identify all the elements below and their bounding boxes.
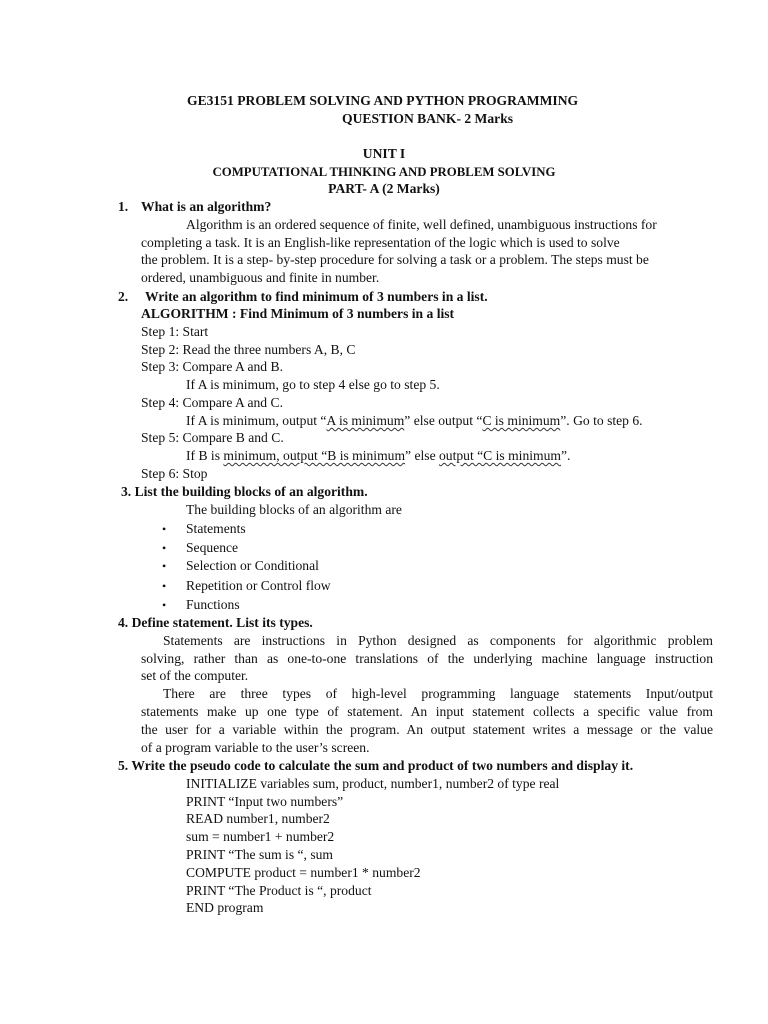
algorithm-substep — [186, 447, 570, 465]
answer-4-line: statements make up one type of statement. An input statement collects a specific value from — [141, 704, 713, 719]
question-number-2: 2. — [118, 289, 129, 304]
answer-3-intro: The building blocks of an algorithm are — [186, 502, 402, 517]
list-item: Sequence — [186, 540, 239, 555]
pseudocode-line: END program — [186, 900, 264, 915]
answer-4-line: set of the computer. — [141, 668, 249, 683]
algorithm-step: Step 5: Compare B and C. — [141, 430, 284, 445]
text-segment: ”. Go to step 6. — [560, 413, 643, 428]
pseudocode-line: sum = number1 + number2 — [186, 829, 335, 844]
algorithm-step: Step 2: Read the three numbers A, B, C — [141, 342, 356, 357]
part-heading: PART- A (2 Marks) — [328, 181, 440, 196]
question-2: Write an algorithm to find minimum of 3 numbers in a list. — [145, 289, 488, 304]
question-4: 4. Define statement. List its types. — [118, 615, 313, 630]
list-item: Repetition or Control flow — [186, 578, 331, 593]
spellcheck-underlined-text: minimum, output “B is minimum — [223, 448, 406, 463]
spellcheck-underlined-text: A is minimum — [326, 413, 405, 428]
pseudocode-line: READ number1, number2 — [186, 811, 330, 826]
unit-title: COMPUTATIONAL THINKING AND PROBLEM SOLVING — [212, 165, 556, 179]
pseudocode-line: PRINT “The Product is “, product — [186, 883, 372, 898]
document-subtitle: QUESTION BANK- 2 Marks — [342, 111, 514, 126]
answer-4-line: the user for a variable within the program. An output statement writes a message or the value — [141, 722, 713, 737]
algorithm-substep — [186, 412, 643, 430]
pseudocode-line: COMPUTE product = number1 * number2 — [186, 865, 421, 880]
spellcheck-underlined-text: C is minimum — [482, 413, 561, 428]
algorithm-step: Step 6: Stop — [141, 466, 208, 481]
text-segment: ” else — [405, 448, 439, 463]
document-title: GE3151 PROBLEM SOLVING AND PYTHON PROGRAMMING — [187, 93, 579, 108]
answer-1-line: Algorithm is an ordered sequence of finite, well defined, unambiguous instructions for — [186, 217, 657, 232]
list-item: Selection or Conditional — [186, 558, 319, 573]
text-segment: If B is — [186, 448, 224, 463]
question-1: What is an algorithm? — [141, 199, 272, 214]
pseudocode-line: PRINT “The sum is “, sum — [186, 847, 334, 862]
algorithm-heading: ALGORITHM : Find Minimum of 3 numbers in a list — [141, 306, 455, 321]
algorithm-step: Step 3: Compare A and B. — [141, 359, 283, 374]
text-segment: ” else output “ — [404, 413, 483, 428]
question-3: 3. List the building blocks of an algorithm. — [121, 484, 368, 499]
answer-4-line: solving, rather than as one-to-one translations of the underlying machine language instruction — [141, 651, 713, 666]
text-segment: If A is minimum, output “ — [186, 413, 327, 428]
answer-1-line: ordered, unambiguous and finite in number. — [141, 270, 380, 285]
answer-1-line: the problem. It is a step- by-step procedure for solving a task or a problem. The steps must be — [141, 252, 649, 267]
algorithm-step: Step 4: Compare A and C. — [141, 395, 283, 410]
bullet-icon: • — [162, 598, 167, 612]
answer-4-line: of a program variable to the user’s screen. — [141, 740, 370, 755]
algorithm-step: Step 1: Start — [141, 324, 209, 339]
bullet-icon: • — [162, 559, 167, 573]
answer-1-line: completing a task. It is an English-like representation of the logic which is used to solve — [141, 235, 620, 250]
unit-heading: UNIT I — [362, 146, 406, 161]
answer-4-line: Statements are instructions in Python designed as components for algorithmic problem — [163, 633, 713, 648]
bullet-icon: • — [162, 522, 167, 536]
text-segment: ”. — [560, 448, 571, 463]
list-item: Statements — [186, 521, 246, 536]
bullet-icon: • — [162, 541, 167, 555]
question-5: 5. Write the pseudo code to calculate the sum and product of two numbers and display it. — [118, 758, 634, 773]
pseudocode-line: INITIALIZE variables sum, product, number1, number2 of type real — [186, 776, 560, 791]
answer-4-line: There are three types of high-level programming language statements Input/output — [163, 686, 713, 701]
list-item: Functions — [186, 597, 240, 612]
spellcheck-underlined-text: output “C is minimum — [439, 448, 561, 463]
bullet-icon: • — [162, 579, 167, 593]
question-number-1: 1. — [118, 199, 129, 214]
pseudocode-line: PRINT “Input two numbers” — [186, 794, 344, 809]
algorithm-substep: If A is minimum, go to step 4 else go to step 5. — [186, 377, 440, 392]
